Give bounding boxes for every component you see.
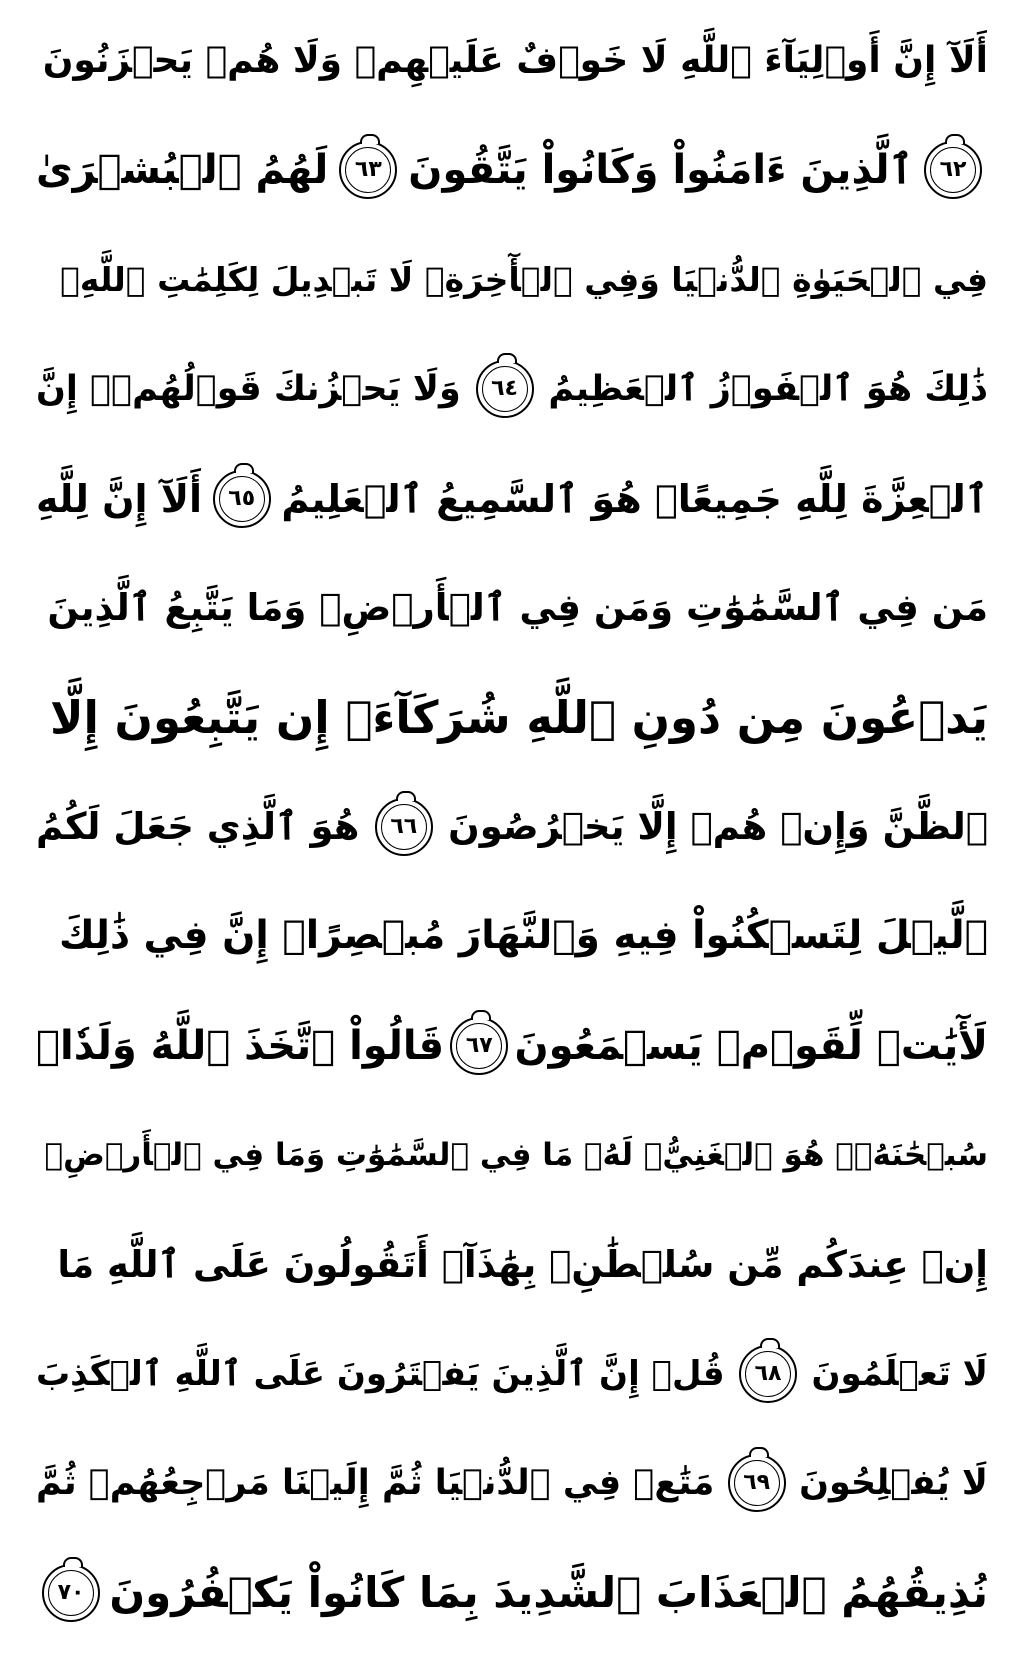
verse-text: لَا تَعۡلَمُونَ <box>811 1354 988 1395</box>
verse-text: وَلَا يَحۡزُنكَ قَوۡلُهُمۡۘ إِنَّ <box>36 369 461 410</box>
ayah-number: ٧٠ <box>57 1579 85 1605</box>
verse-text: ٱلۡعِزَّةَ لِلَّهِ جَمِيعًاۚ هُوَ ٱلسَّمِيعُ ٱلۡعَلِيمُ <box>281 476 988 521</box>
verse-text: ٱلظَّنَّ وَإِنۡ هُمۡ إِلَّا يَخۡرُصُونَ <box>448 804 988 848</box>
ayah-number: ٦٨ <box>754 1361 782 1387</box>
verse-text: أَلَآ إِنَّ أَوۡلِيَآءَ ٱللَّهِ لَا خَوۡفٌ عَلَيۡهِمۡ وَلَا هُمۡ يَحۡزَنُونَ <box>42 40 988 81</box>
verse-text: مَتَٰعٞ فِي ٱلدُّنۡيَا ثُمَّ إِلَيۡنَا مَرۡجِعُهُمۡ ثُمَّ <box>36 1463 715 1504</box>
verse-text: لَأٓيَٰتٖ لِّقَوۡمٖ يَسۡمَعُونَ <box>514 1022 988 1069</box>
ayah-number-marker <box>476 360 534 418</box>
verse-text: ٱلَّيۡلَ لِتَسۡكُنُواْ فِيهِ وَٱلنَّهَارَ مُبۡصِرًاۚ إِنَّ فِي ذَٰلِكَ <box>58 913 988 959</box>
verse-text: فِي ٱلۡحَيَوٰةِ ٱلدُّنۡيَا وَفِي ٱلۡأٓخِرَةِۚ لَا تَبۡدِيلَ لِكَلِمَٰتِ ٱللَّهِۚ <box>60 259 988 299</box>
ayah-number: ٦٢ <box>939 157 967 183</box>
text-line <box>36 784 988 870</box>
verse-text: مَن فِي ٱلسَّمَٰوَٰتِ وَمَن فِي ٱلۡأَرۡضِۗ وَمَا يَتَّبِعُ ٱلَّذِينَ <box>47 586 988 630</box>
text-line <box>36 1112 988 1198</box>
ayah-number-marker <box>42 1564 100 1622</box>
verse-text: لَهُمُ ٱلۡبُشۡرَىٰ <box>36 147 329 194</box>
ayah-number: ٦٣ <box>354 157 382 183</box>
text-line <box>36 18 988 104</box>
ayah-number: ٦٤ <box>491 376 518 402</box>
ayah-number-marker <box>450 1017 508 1075</box>
text-line <box>36 675 988 761</box>
ayah-number: ٦٩ <box>743 1470 771 1496</box>
text-line <box>36 127 988 213</box>
verse-text: إِنۡ عِندَكُم مِّن سُلۡطَٰنِۭ بِهَٰذَآۚ أَتَقُولُونَ عَلَى ٱللَّهِ مَا <box>57 1242 988 1286</box>
verse-text: قَالُواْ ٱتَّخَذَ ٱللَّهُ وَلَدٗاۗ <box>36 1022 445 1069</box>
verse-text: لَا يُفۡلِحُونَ <box>799 1463 988 1504</box>
text-line <box>36 1003 988 1089</box>
verse-text: سُبۡحَٰنَهُۥۖ هُوَ ٱلۡغَنِيُّۖ لَهُۥ مَا فِي ٱلسَّمَٰوَٰتِ وَمَا فِي ٱلۡأَرۡضِۚ <box>44 1137 988 1174</box>
ayah-number-marker <box>375 798 433 856</box>
verse-text: هُوَ ٱلَّذِي جَعَلَ لَكُمُ <box>36 804 360 848</box>
verse-text: ذَٰلِكَ هُوَ ٱلۡفَوۡزُ ٱلۡعَظِيمُ <box>548 369 988 410</box>
ayah-number: ٦٧ <box>465 1032 493 1058</box>
text-line <box>36 1550 988 1636</box>
ayah-number-marker <box>339 141 397 199</box>
ayah-number-marker <box>213 470 271 528</box>
text-line <box>36 565 988 651</box>
verse-text: يَدۡعُونَ مِن دُونِ ٱللَّهِ شُرَكَآءَۚ إِن يَتَّبِعُونَ إِلَّا <box>49 690 988 744</box>
text-line <box>36 1331 988 1417</box>
text-line <box>36 893 988 979</box>
verse-text: قُلۡ إِنَّ ٱلَّذِينَ يَفۡتَرُونَ عَلَى ٱللَّهِ ٱلۡكَذِبَ <box>36 1354 725 1395</box>
verse-text: نُذِيقُهُمُ ٱلۡعَذَابَ ٱلشَّدِيدَ بِمَا كَانُواْ يَكۡفُرُونَ <box>109 1567 988 1617</box>
text-line <box>36 346 988 432</box>
ayah-number-marker <box>728 1454 786 1512</box>
verse-text: ٱلَّذِينَ ءَامَنُواْ وَكَانُواْ يَتَّقُونَ <box>408 147 914 194</box>
ayah-number: ٦٦ <box>390 813 418 839</box>
text-line <box>36 1440 988 1526</box>
ayah-number: ٦٥ <box>228 485 256 511</box>
text-line <box>36 237 988 323</box>
text-line <box>36 1222 988 1308</box>
verse-text: أَلَآ إِنَّ لِلَّهِ <box>36 476 203 521</box>
text-line <box>36 456 988 542</box>
ayah-number-marker <box>739 1345 797 1403</box>
ayah-number-marker <box>924 141 982 199</box>
